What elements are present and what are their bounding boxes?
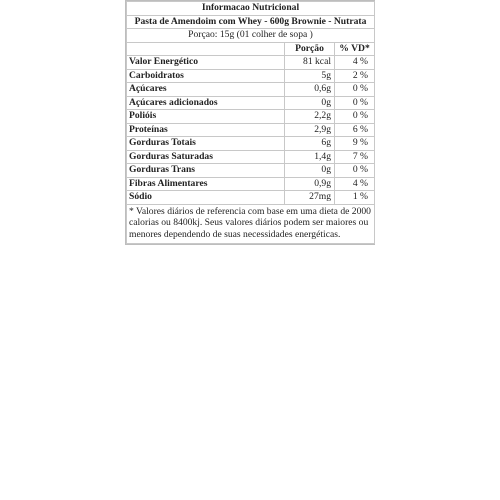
nutrient-row — [127, 150, 375, 164]
nutrient-name: Fibras Alimentares — [127, 177, 285, 191]
nutrient-row — [127, 177, 375, 191]
nutrition-table — [126, 1, 375, 244]
nutrient-daily-value: 9 % — [335, 137, 375, 151]
nutrient-daily-value: 4 % — [335, 56, 375, 70]
nutrient-row — [127, 164, 375, 178]
title-row — [127, 2, 375, 16]
nutrient-daily-value: 2 % — [335, 69, 375, 83]
header-empty-cell — [127, 42, 285, 56]
nutrient-row — [127, 96, 375, 110]
nutrient-value: 2,2g — [285, 110, 335, 124]
nutrient-name: Gorduras Trans — [127, 164, 285, 178]
nutrient-name: Proteínas — [127, 123, 285, 137]
nutrient-daily-value: 6 % — [335, 123, 375, 137]
nutrient-name: Carboidratos — [127, 69, 285, 83]
header-row — [127, 42, 375, 56]
nutrient-value: 0,6g — [285, 83, 335, 97]
nutrient-daily-value: 0 % — [335, 83, 375, 97]
nutrient-row — [127, 110, 375, 124]
nutrient-daily-value: 7 % — [335, 150, 375, 164]
serving-row — [127, 29, 375, 43]
nutrient-name: Gorduras Totais — [127, 137, 285, 151]
nutrient-daily-value: 4 % — [335, 177, 375, 191]
nutrient-value: 5g — [285, 69, 335, 83]
nutrient-row — [127, 56, 375, 70]
nutrient-row — [127, 191, 375, 205]
nutrient-name: Polióis — [127, 110, 285, 124]
footnote-row — [127, 204, 375, 244]
product-name: Pasta de Amendoim com Whey - 600g Brownie - Nutrata — [127, 15, 375, 29]
column-header-portion: Porção — [285, 42, 335, 56]
nutrient-name: Açúcares adicionados — [127, 96, 285, 110]
nutrient-daily-value: 1 % — [335, 191, 375, 205]
nutrient-value: 0g — [285, 96, 335, 110]
nutrient-name: Valor Energético — [127, 56, 285, 70]
nutrient-daily-value: 0 % — [335, 110, 375, 124]
serving-size: Porçao: 15g (01 colher de sopa ) — [127, 29, 375, 43]
nutrient-name: Sódio — [127, 191, 285, 205]
nutrient-row — [127, 69, 375, 83]
nutrient-value: 81 kcal — [285, 56, 335, 70]
nutrition-facts-label — [125, 0, 375, 245]
nutrient-value: 2,9g — [285, 123, 335, 137]
nutrient-name: Açúcares — [127, 83, 285, 97]
nutrient-row — [127, 123, 375, 137]
nutrient-value: 6g — [285, 137, 335, 151]
nutrient-daily-value: 0 % — [335, 164, 375, 178]
nutrient-row — [127, 137, 375, 151]
nutrient-value: 27mg — [285, 191, 335, 205]
nutrient-row — [127, 83, 375, 97]
label-title: Informacao Nutricional — [127, 2, 375, 16]
nutrient-value: 0,9g — [285, 177, 335, 191]
nutrient-daily-value: 0 % — [335, 96, 375, 110]
nutrient-value: 0g — [285, 164, 335, 178]
nutrient-name: Gorduras Saturadas — [127, 150, 285, 164]
column-header-vd: % VD* — [335, 42, 375, 56]
product-row — [127, 15, 375, 29]
footnote: * Valores diários de referencia com base em uma dieta de 2000 calorias ou 8400kj. Seus valores diários podem ser maiores ou menores dependendo de suas necessidades energéticas. — [127, 204, 375, 244]
nutrient-value: 1,4g — [285, 150, 335, 164]
